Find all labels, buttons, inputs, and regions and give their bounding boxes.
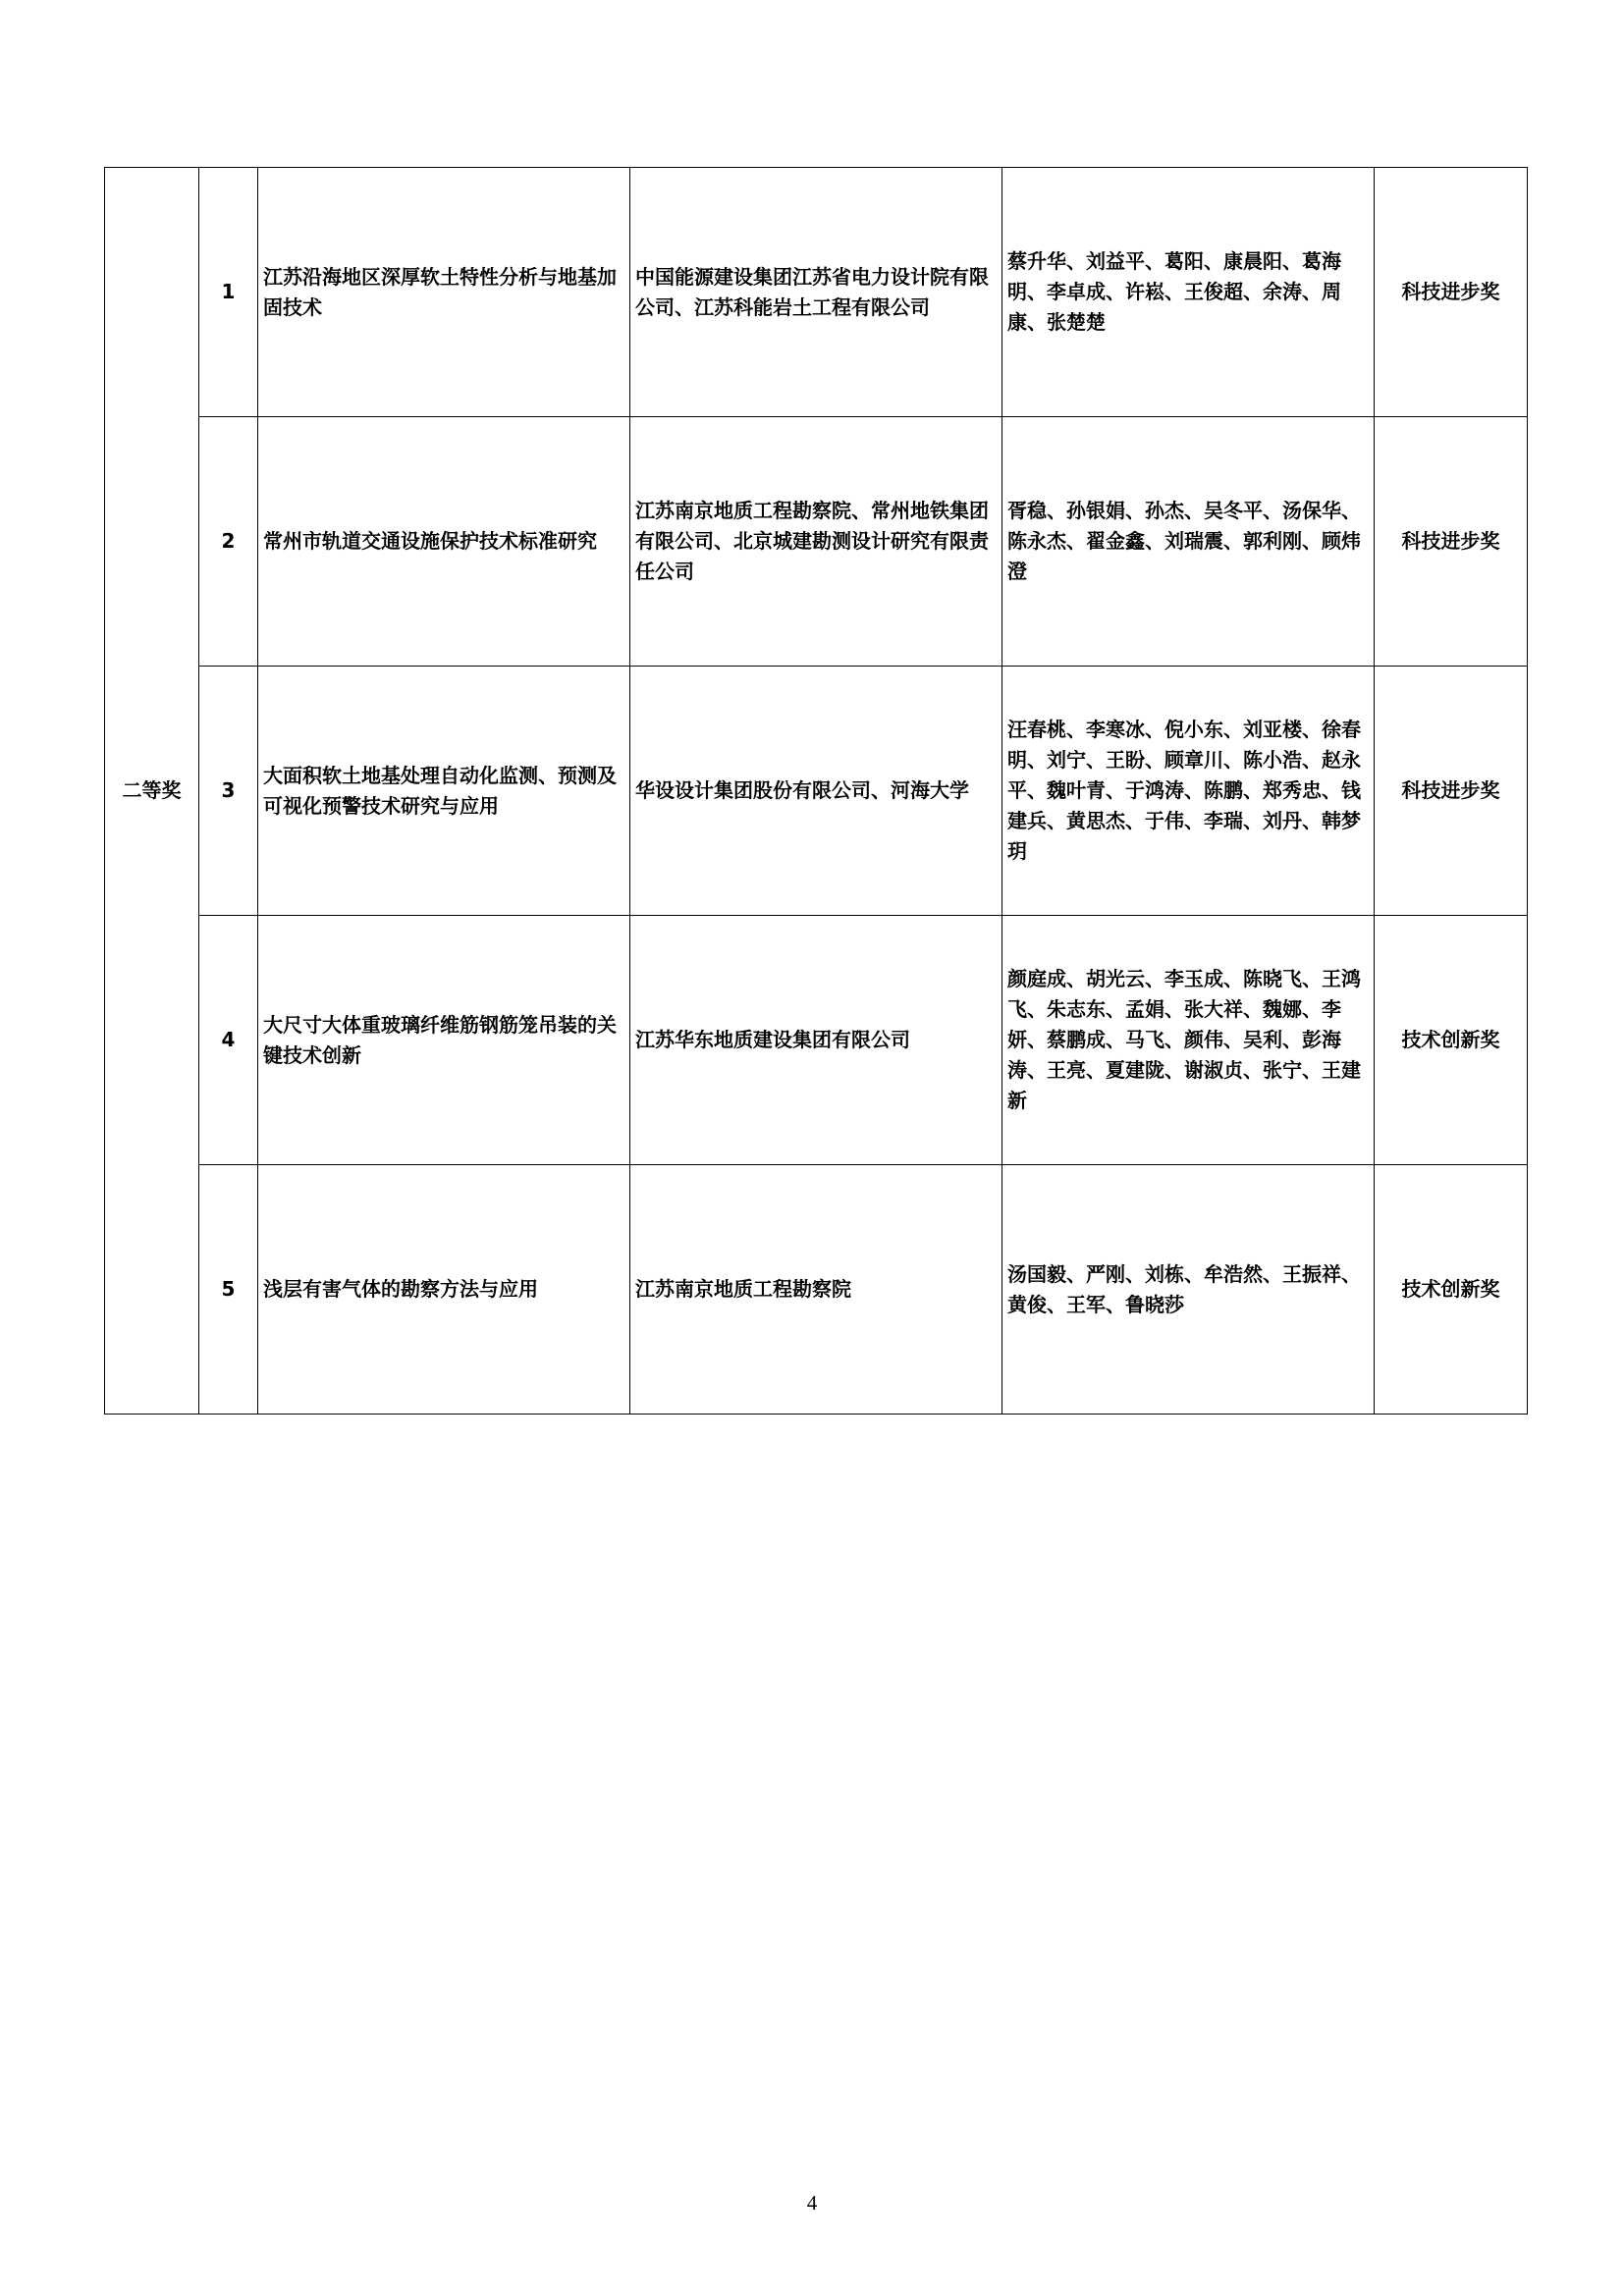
completing-people: 汤国毅、严刚、刘栋、牟浩然、王振祥、黄俊、王军、鲁晓莎 xyxy=(1002,1165,1375,1415)
table-row xyxy=(105,168,1528,417)
page-number: 4 xyxy=(806,2191,818,2215)
award-type: 科技进步奖 xyxy=(1375,168,1528,417)
completing-people: 汪春桃、李寒冰、倪小东、刘亚楼、徐春明、刘宁、王盼、顾章川、陈小浩、赵永平、魏叶青、于鸿涛、陈鹏、郑秀忠、钱建兵、黄思杰、于伟、李瑞、刘丹、韩梦玥 xyxy=(1002,667,1375,916)
table-row xyxy=(105,667,1528,916)
row-number: 4 xyxy=(199,916,258,1165)
completing-units: 中国能源建设集团江苏省电力设计院有限公司、江苏科能岩土工程有限公司 xyxy=(630,168,1002,417)
completing-units: 江苏华东地质建设集团有限公司 xyxy=(630,916,1002,1165)
award-type: 科技进步奖 xyxy=(1375,417,1528,667)
row-number: 1 xyxy=(199,168,258,417)
row-number: 2 xyxy=(199,417,258,667)
award-type: 技术创新奖 xyxy=(1375,1165,1528,1415)
project-name: 江苏沿海地区深厚软土特性分析与地基加固技术 xyxy=(258,168,630,417)
completing-units: 江苏南京地质工程勘察院 xyxy=(630,1165,1002,1415)
project-name: 大面积软土地基处理自动化监测、预测及可视化预警技术研究与应用 xyxy=(258,667,630,916)
table-row xyxy=(105,1165,1528,1415)
completing-units: 华设设计集团股份有限公司、河海大学 xyxy=(630,667,1002,916)
project-name: 浅层有害气体的勘察方法与应用 xyxy=(258,1165,630,1415)
completing-units: 江苏南京地质工程勘察院、常州地铁集团有限公司、北京城建勘测设计研究有限责任公司 xyxy=(630,417,1002,667)
award-table xyxy=(104,167,1528,1415)
completing-people: 蔡升华、刘益平、葛阳、康晨阳、葛海明、李卓成、许崧、王俊超、余涛、周康、张楚楚 xyxy=(1002,168,1375,417)
completing-people: 胥稳、孙银娟、孙杰、吴冬平、汤保华、陈永杰、翟金鑫、刘瑞震、郭利刚、顾炜澄 xyxy=(1002,417,1375,667)
row-number: 3 xyxy=(199,667,258,916)
table-row xyxy=(105,417,1528,667)
award-type: 技术创新奖 xyxy=(1375,916,1528,1165)
project-name: 大尺寸大体重玻璃纤维筋钢筋笼吊装的关键技术创新 xyxy=(258,916,630,1165)
table-row xyxy=(105,916,1528,1165)
project-name: 常州市轨道交通设施保护技术标准研究 xyxy=(258,417,630,667)
award-type: 科技进步奖 xyxy=(1375,667,1528,916)
completing-people: 颜庭成、胡光云、李玉成、陈晓飞、王鸿飞、朱志东、孟娟、张大祥、魏娜、李妍、蔡鹏成、马飞、颜伟、吴利、彭海涛、王亮、夏建陇、谢淑贞、张宁、王建新 xyxy=(1002,916,1375,1165)
row-number: 5 xyxy=(199,1165,258,1415)
award-level-cell: 二等奖 xyxy=(105,168,199,1415)
